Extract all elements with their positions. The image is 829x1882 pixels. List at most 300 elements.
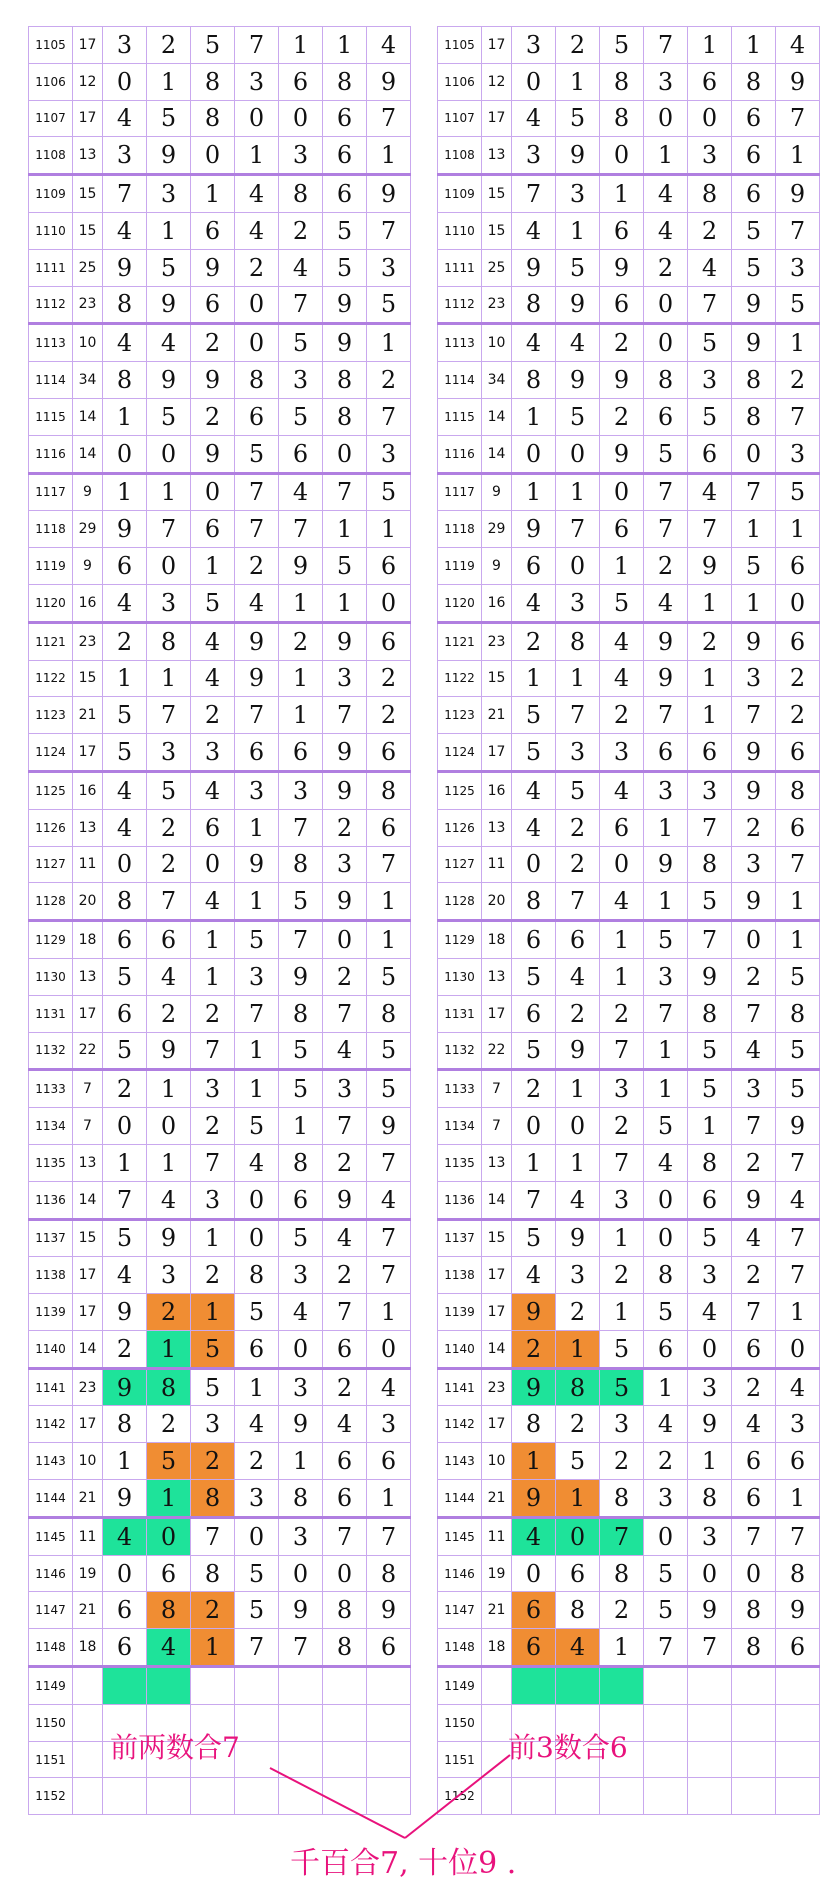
sum-value-cell: 18 [73, 921, 103, 959]
digit-cell: 7 [776, 846, 820, 883]
issue-number-cell: 1135 [438, 1144, 482, 1181]
digit-cell: 3 [556, 584, 600, 622]
digit-cell: 6 [644, 734, 688, 772]
digit-cell: 2 [512, 1070, 556, 1108]
digit-cell: 0 [644, 286, 688, 324]
issue-number-cell: 1106 [438, 63, 482, 100]
issue-number-cell: 1113 [438, 324, 482, 362]
sum-value-cell: 14 [482, 398, 512, 435]
sum-value-cell: 13 [73, 809, 103, 846]
sum-value-cell: 7 [482, 1070, 512, 1108]
digit-cell: 9 [147, 1219, 191, 1257]
digit-cell: 3 [191, 1070, 235, 1108]
digit-cell: 1 [732, 511, 776, 548]
digit-cell: 9 [235, 846, 279, 883]
digit-cell: 3 [279, 1368, 323, 1406]
digit-cell: 9 [776, 63, 820, 100]
digit-cell: 4 [147, 324, 191, 362]
issue-number-cell: 1120 [29, 584, 73, 622]
digit-cell: 5 [235, 921, 279, 959]
digit-cell: 5 [235, 1592, 279, 1629]
digit-cell: 4 [600, 622, 644, 660]
digit-cell: 1 [776, 1480, 820, 1518]
digit-cell: 1 [688, 697, 732, 734]
issue-number-cell: 1129 [438, 921, 482, 959]
digit-cell: 9 [556, 1032, 600, 1070]
digit-cell: 0 [688, 1555, 732, 1592]
digit-cell: 4 [323, 1406, 367, 1443]
digit-cell: 7 [776, 100, 820, 137]
digit-cell: 6 [512, 548, 556, 585]
digit-cell: 4 [103, 771, 147, 809]
issue-number-cell: 1119 [438, 548, 482, 585]
issue-number-cell: 1146 [29, 1555, 73, 1592]
digit-cell: 8 [732, 398, 776, 435]
digit-cell: 0 [367, 584, 411, 622]
digit-cell: 2 [600, 1592, 644, 1629]
digit-cell: 1 [147, 1480, 191, 1518]
digit-cell: 5 [512, 734, 556, 772]
digit-cell: 9 [147, 1032, 191, 1070]
digit-cell: 3 [512, 137, 556, 175]
digit-cell: 9 [732, 324, 776, 362]
digit-cell: 3 [279, 137, 323, 175]
digit-cell: 7 [279, 921, 323, 959]
digit-cell: 6 [688, 435, 732, 473]
digit-cell: 5 [688, 398, 732, 435]
digit-cell: 3 [147, 1257, 191, 1294]
digit-cell: 6 [367, 622, 411, 660]
digit-cell: 7 [732, 1294, 776, 1331]
digit-cell: 1 [103, 1144, 147, 1181]
digit-cell: 6 [279, 734, 323, 772]
digit-cell: 8 [776, 995, 820, 1032]
digit-cell: 1 [556, 1330, 600, 1368]
sum-value-cell: 12 [73, 63, 103, 100]
digit-cell: 1 [191, 548, 235, 585]
digit-cell: 8 [688, 175, 732, 213]
digit-cell: 5 [191, 1368, 235, 1406]
issue-number-cell: 1126 [438, 809, 482, 846]
digit-cell: 5 [235, 435, 279, 473]
digit-cell: 0 [279, 100, 323, 137]
issue-number-cell: 1129 [29, 921, 73, 959]
digit-cell: 1 [776, 511, 820, 548]
digit-cell: 8 [688, 1144, 732, 1181]
digit-cell: 2 [191, 1592, 235, 1629]
issue-number-cell: 1132 [29, 1032, 73, 1070]
digit-cell: 3 [323, 660, 367, 697]
digit-cell: 0 [323, 921, 367, 959]
digit-cell: 1 [600, 958, 644, 995]
digit-cell: 6 [191, 212, 235, 249]
digit-cell: 3 [776, 435, 820, 473]
digit-cell: 8 [367, 995, 411, 1032]
digit-cell: 7 [367, 846, 411, 883]
digit-cell: 8 [103, 883, 147, 921]
digit-cell: 8 [279, 846, 323, 883]
digit-cell: 3 [103, 27, 147, 64]
digit-cell: 5 [323, 249, 367, 286]
digit-cell: 3 [644, 1480, 688, 1518]
digit-cell: 5 [600, 584, 644, 622]
digit-cell: 2 [103, 622, 147, 660]
digit-cell: 3 [279, 1517, 323, 1555]
issue-number-cell: 1133 [438, 1070, 482, 1108]
digit-cell: 8 [600, 100, 644, 137]
issue-number-cell: 1117 [438, 473, 482, 511]
sum-value-cell: 13 [73, 1144, 103, 1181]
digit-cell: 9 [191, 435, 235, 473]
issue-number-cell: 1151 [29, 1741, 73, 1778]
digit-cell: 5 [279, 1070, 323, 1108]
digit-cell: 9 [323, 622, 367, 660]
digit-cell: 3 [235, 771, 279, 809]
digit-cell: 5 [191, 1330, 235, 1368]
sum-value-cell: 17 [73, 27, 103, 64]
digit-cell: 0 [600, 473, 644, 511]
digit-cell: 2 [279, 622, 323, 660]
digit-cell: 4 [103, 212, 147, 249]
digit-cell: 3 [644, 771, 688, 809]
sum-value-cell: 34 [482, 362, 512, 399]
digit-cell: 9 [600, 249, 644, 286]
sum-value-cell: 23 [73, 286, 103, 324]
sum-value-cell: 11 [482, 846, 512, 883]
issue-number-cell: 1137 [29, 1219, 73, 1257]
digit-cell: 7 [147, 883, 191, 921]
digit-cell: 1 [235, 1070, 279, 1108]
digit-cell: 1 [367, 1480, 411, 1518]
digit-cell: 9 [191, 249, 235, 286]
digit-cell: 1 [147, 212, 191, 249]
digit-cell: 3 [147, 175, 191, 213]
sum-value-cell: 14 [73, 398, 103, 435]
digit-cell: 0 [512, 1555, 556, 1592]
digit-cell: 5 [512, 1219, 556, 1257]
sum-value-cell: 29 [482, 511, 512, 548]
digit-cell: 9 [732, 883, 776, 921]
digit-cell: 1 [776, 324, 820, 362]
digit-cell: 2 [235, 249, 279, 286]
digit-cell: 1 [367, 137, 411, 175]
digit-cell: 9 [512, 1368, 556, 1406]
digit-cell: 7 [367, 100, 411, 137]
digit-cell: 8 [776, 1555, 820, 1592]
digit-cell: 2 [600, 398, 644, 435]
right-annotation-text: 前3数合6 [508, 1731, 628, 1764]
digit-cell: 1 [556, 212, 600, 249]
digit-cell: 7 [367, 398, 411, 435]
digit-cell: 4 [279, 473, 323, 511]
digit-cell: 1 [644, 809, 688, 846]
sum-value-cell: 11 [73, 1517, 103, 1555]
digit-cell: 9 [556, 1219, 600, 1257]
digit-cell: 4 [512, 809, 556, 846]
digit-cell: 3 [688, 137, 732, 175]
digit-cell: 7 [644, 697, 688, 734]
digit-cell: 8 [644, 1257, 688, 1294]
digit-cell: 0 [147, 548, 191, 585]
digit-cell: 2 [644, 249, 688, 286]
digit-cell: 3 [556, 1257, 600, 1294]
digit-cell: 6 [367, 548, 411, 585]
issue-number-cell: 1109 [438, 175, 482, 213]
sum-value-cell: 17 [73, 1406, 103, 1443]
digit-cell: 8 [323, 63, 367, 100]
sum-value-cell: 13 [482, 1144, 512, 1181]
left-annotation-text: 前两数合7 [110, 1731, 240, 1764]
digit-cell: 7 [556, 697, 600, 734]
digit-cell: 1 [191, 1219, 235, 1257]
issue-number-cell: 1105 [29, 27, 73, 64]
digit-cell: 3 [367, 435, 411, 473]
issue-number-cell: 1120 [438, 584, 482, 622]
digit-cell: 1 [191, 921, 235, 959]
digit-cell: 8 [688, 846, 732, 883]
digit-cell: 2 [191, 995, 235, 1032]
digit-cell: 5 [103, 1219, 147, 1257]
issue-number-cell: 1119 [29, 548, 73, 585]
digit-cell: 7 [776, 398, 820, 435]
issue-number-cell: 1139 [29, 1294, 73, 1331]
issue-number-cell: 1149 [29, 1667, 73, 1705]
digit-cell: 7 [776, 1219, 820, 1257]
digit-cell: 7 [600, 1517, 644, 1555]
digit-cell: 1 [279, 27, 323, 64]
digit-cell: 3 [600, 734, 644, 772]
digit-cell: 4 [732, 1406, 776, 1443]
digit-cell: 5 [644, 1294, 688, 1331]
sum-value-cell: 16 [482, 584, 512, 622]
digit-cell: 1 [323, 584, 367, 622]
digit-cell: 0 [644, 1219, 688, 1257]
digit-cell: 7 [323, 995, 367, 1032]
issue-number-cell: 1108 [438, 137, 482, 175]
issue-number-cell: 1114 [438, 362, 482, 399]
digit-cell: 3 [688, 1368, 732, 1406]
digit-cell: 7 [644, 473, 688, 511]
sum-value-cell: 11 [73, 846, 103, 883]
digit-cell: 2 [235, 548, 279, 585]
digit-cell: 7 [323, 697, 367, 734]
digit-cell: 4 [512, 584, 556, 622]
digit-cell: 0 [600, 137, 644, 175]
digit-cell: 7 [644, 511, 688, 548]
digit-cell: 9 [600, 435, 644, 473]
digit-cell: 6 [103, 548, 147, 585]
issue-number-cell: 1111 [29, 249, 73, 286]
sum-value-cell: 17 [482, 1294, 512, 1331]
issue-number-cell: 1149 [438, 1667, 482, 1705]
digit-cell: 7 [323, 1517, 367, 1555]
digit-cell: 1 [191, 958, 235, 995]
digit-cell: 1 [512, 1144, 556, 1181]
digit-cell: 6 [776, 1629, 820, 1667]
sum-value-cell: 21 [73, 1592, 103, 1629]
digit-cell: 5 [732, 249, 776, 286]
digit-cell: 4 [103, 100, 147, 137]
digit-cell: 7 [644, 1629, 688, 1667]
digit-cell: 6 [732, 1480, 776, 1518]
issue-number-cell: 1130 [29, 958, 73, 995]
digit-cell: 4 [776, 27, 820, 64]
sum-value-cell: 17 [73, 1294, 103, 1331]
digit-cell: 6 [776, 548, 820, 585]
digit-cell: 6 [776, 622, 820, 660]
digit-cell: 5 [279, 398, 323, 435]
digit-cell: 6 [367, 734, 411, 772]
digit-cell: 5 [512, 1032, 556, 1070]
digit-cell: 3 [279, 1257, 323, 1294]
digit-cell: 0 [279, 1330, 323, 1368]
sum-value-cell: 13 [482, 958, 512, 995]
digit-cell: 7 [235, 995, 279, 1032]
sum-value-cell: 17 [482, 1406, 512, 1443]
digit-cell: 3 [512, 27, 556, 64]
issue-number-cell: 1110 [29, 212, 73, 249]
digit-cell: 0 [688, 100, 732, 137]
digit-cell: 6 [279, 63, 323, 100]
digit-cell: 8 [279, 175, 323, 213]
digit-cell: 0 [512, 1108, 556, 1145]
sum-value-cell: 23 [73, 622, 103, 660]
digit-cell: 2 [103, 1330, 147, 1368]
digit-cell: 2 [776, 660, 820, 697]
digit-cell: 5 [279, 324, 323, 362]
digit-cell: 7 [600, 1032, 644, 1070]
digit-cell: 5 [323, 212, 367, 249]
digit-cell: 1 [279, 1108, 323, 1145]
sum-value-cell: 9 [73, 548, 103, 585]
digit-cell: 6 [732, 100, 776, 137]
digit-cell: 9 [323, 324, 367, 362]
digit-cell: 5 [600, 1368, 644, 1406]
sum-value-cell: 25 [73, 249, 103, 286]
digit-cell: 3 [644, 958, 688, 995]
digit-cell: 6 [600, 809, 644, 846]
digit-cell: 9 [732, 771, 776, 809]
digit-cell: 4 [279, 249, 323, 286]
digit-cell: 9 [103, 511, 147, 548]
digit-cell: 0 [147, 1517, 191, 1555]
digit-cell: 1 [512, 1443, 556, 1480]
issue-number-cell: 1118 [29, 511, 73, 548]
digit-cell: 7 [367, 1257, 411, 1294]
digit-cell: 0 [103, 63, 147, 100]
digit-cell: 0 [512, 63, 556, 100]
issue-number-cell: 1127 [438, 846, 482, 883]
issue-number-cell: 1114 [29, 362, 73, 399]
digit-cell: 4 [191, 660, 235, 697]
sum-value-cell: 17 [73, 1257, 103, 1294]
sum-value-cell: 15 [73, 1219, 103, 1257]
digit-cell: 3 [367, 249, 411, 286]
digit-cell: 1 [644, 1032, 688, 1070]
sum-value-cell: 11 [482, 1517, 512, 1555]
digit-cell: 0 [147, 1108, 191, 1145]
digit-cell: 5 [147, 398, 191, 435]
digit-cell: 6 [732, 137, 776, 175]
digit-cell: 3 [191, 1181, 235, 1219]
digit-cell: 4 [644, 1406, 688, 1443]
digit-cell: 5 [732, 548, 776, 585]
digit-cell: 8 [732, 362, 776, 399]
digit-cell: 3 [103, 137, 147, 175]
issue-number-cell: 1147 [29, 1592, 73, 1629]
digit-cell: 5 [367, 958, 411, 995]
digit-cell: 3 [600, 1181, 644, 1219]
issue-number-cell: 1127 [29, 846, 73, 883]
digit-cell: 0 [279, 1555, 323, 1592]
digit-cell: 1 [191, 175, 235, 213]
sum-value-cell: 14 [73, 1330, 103, 1368]
digit-cell: 6 [323, 1330, 367, 1368]
digit-cell: 0 [191, 473, 235, 511]
digit-cell: 1 [367, 883, 411, 921]
digit-cell: 7 [323, 473, 367, 511]
issue-number-cell: 1140 [438, 1330, 482, 1368]
issue-number-cell: 1141 [438, 1368, 482, 1406]
digit-cell: 3 [147, 584, 191, 622]
digit-cell: 2 [600, 995, 644, 1032]
digit-cell: 1 [512, 660, 556, 697]
sum-value-cell: 15 [73, 660, 103, 697]
digit-cell: 9 [323, 286, 367, 324]
digit-cell: 2 [103, 1070, 147, 1108]
digit-cell: 7 [776, 1144, 820, 1181]
sum-value-cell: 23 [482, 1368, 512, 1406]
digit-cell: 1 [235, 809, 279, 846]
digit-cell: 4 [191, 622, 235, 660]
digit-cell: 1 [235, 883, 279, 921]
digit-cell: 1 [147, 1330, 191, 1368]
digit-cell: 0 [367, 1330, 411, 1368]
digit-cell: 0 [556, 1108, 600, 1145]
issue-number-cell: 1116 [29, 435, 73, 473]
digit-cell: 5 [644, 435, 688, 473]
sum-value-cell: 21 [73, 1480, 103, 1518]
digit-cell: 0 [103, 846, 147, 883]
issue-number-cell: 1122 [29, 660, 73, 697]
digit-cell: 1 [644, 1070, 688, 1108]
sum-value-cell: 12 [482, 63, 512, 100]
digit-cell: 0 [235, 100, 279, 137]
issue-number-cell: 1115 [438, 398, 482, 435]
digit-cell: 5 [147, 771, 191, 809]
digit-cell: 4 [512, 1257, 556, 1294]
sum-value-cell: 23 [482, 286, 512, 324]
digit-cell: 0 [191, 137, 235, 175]
digit-cell: 6 [235, 1330, 279, 1368]
digit-cell: 4 [367, 1181, 411, 1219]
sum-value-cell: 13 [73, 137, 103, 175]
digit-cell: 6 [191, 286, 235, 324]
digit-cell: 1 [279, 584, 323, 622]
issue-number-cell: 1144 [29, 1480, 73, 1518]
sum-value-cell: 23 [482, 622, 512, 660]
digit-cell: 2 [147, 809, 191, 846]
issue-number-cell: 1105 [438, 27, 482, 64]
digit-cell: 9 [103, 1368, 147, 1406]
digit-cell: 5 [776, 1070, 820, 1108]
sum-value-cell: 7 [73, 1108, 103, 1145]
digit-cell: 4 [103, 584, 147, 622]
digit-cell: 1 [600, 1294, 644, 1331]
sum-value-cell: 17 [482, 27, 512, 64]
digit-cell: 4 [688, 1294, 732, 1331]
digit-cell: 5 [512, 697, 556, 734]
